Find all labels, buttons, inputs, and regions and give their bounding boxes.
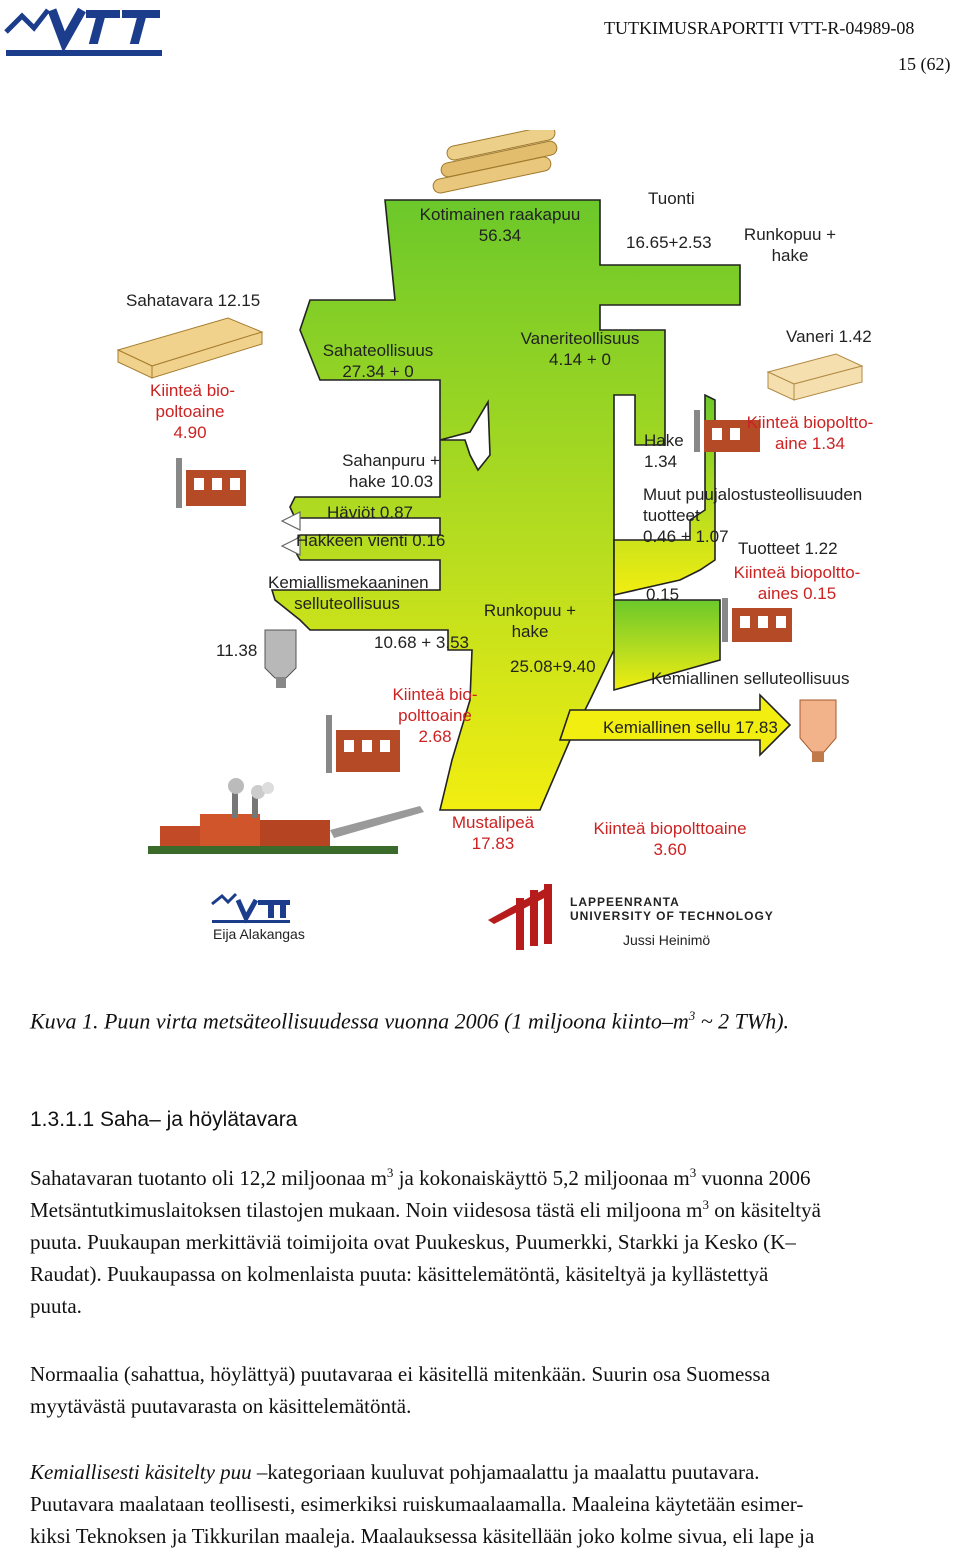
- label-vaneriteollisuus: Vaneriteollisuus: [520, 329, 640, 348]
- paragraph-1: Sahatavaran tuotanto oli 12,2 miljoonaa $m^3$ ja kokonaiskäyttö 5,2 miljoonaa $m^3$ vuonna 2006 Metsäntutkimuslaitoksen tilastojen mukaan. Noin viidesosa tästä eli miljoona $m^3$ on käsiteltyä puuta. Puukaupan merkittäviä toimijoita ovat Puukeskus, Puumerkki, Starkki ja Kesko (K– Raudat). Puukaupassa on kolmenlaista puuta: käsittelemätöntä, käsiteltyä ja kyllästettyä puuta.: [30, 1165, 821, 1318]
- credit-left: Eija Alakangas: [213, 926, 305, 942]
- label-kiintea268-b: polttoaine: [398, 706, 472, 725]
- label-vaneriteollisuus-val: 4.14 + 0: [549, 350, 611, 369]
- label-hake-val: 1.34: [644, 452, 678, 471]
- log-pile-icon: [432, 130, 558, 194]
- label-kiintea1-b: poltoaine: [155, 402, 225, 421]
- label-runkopuu-mid-1: Runkopuu +: [483, 601, 577, 620]
- power-plant-icon-1: [176, 458, 246, 508]
- label-haviot: Häviöt 0.87: [327, 503, 413, 522]
- plywood-pile-icon: [768, 354, 862, 400]
- label-1068: 10.68 + 3.53: [374, 633, 470, 652]
- label-2508: 25.08+9.40: [510, 657, 596, 676]
- label-hake: Hake: [644, 431, 684, 450]
- label-runkopuu-top-1: Runkopuu +: [743, 225, 837, 244]
- label-sahateollisuus-val: 27.34 + 0: [342, 362, 414, 381]
- label-kiintea1-a: Kiinteä bio-: [150, 381, 236, 400]
- label-kiintea360-b: 3.60: [653, 840, 687, 859]
- label-015: 0.15: [646, 585, 680, 604]
- label-kiintea268-c: 2.68: [418, 727, 452, 746]
- section-title: 1.3.1.1 Saha– ja höylätavara: [30, 1108, 298, 1131]
- label-sahatavara: Sahatavara 12.15: [126, 291, 261, 310]
- label-tuonti: Tuonti: [648, 189, 695, 208]
- label-kiintea268-a: Kiinteä bio-: [392, 685, 478, 704]
- vtt-small-logo: [212, 894, 290, 923]
- lumber-pile-icon: [118, 318, 262, 378]
- label-muut-2: tuotteet: [643, 506, 700, 525]
- label-vaneri: Vaneri 1.42: [786, 327, 872, 346]
- label-kemmek-2: selluteollisuus: [294, 594, 400, 613]
- label-hakkeen-vienti: Hakkeen vienti 0.16: [296, 531, 446, 550]
- silo-icon: [265, 630, 296, 688]
- label-1138: 11.38: [216, 641, 258, 660]
- power-plant-icon-2: [722, 598, 792, 642]
- label-kemiallinen-sellu: Kemiallinen sellu 17.83: [603, 718, 778, 737]
- label-runkopuu-top-2: hake: [771, 246, 809, 265]
- vtt-logo: [4, 6, 164, 62]
- paragraph-3: Kemiallisesti käsitelty puu –kategoriaan kuuluvat pohjamaalattu ja maalattu puutavara. Puutavara maalataan teollisesti, esimerkiksi ruiskumaalaamalla. Maaleina käytetään esimer- kiksi Teknoksen ja Tikkurilan maaleja. Maalauksessa käsitellään joko kolme sivua, eli lape ja: [30, 1460, 815, 1548]
- silo-icon-right: [800, 700, 836, 762]
- figure-caption: Kuva 1. Puun virta metsäteollisuudessa vuonna 2006 (1 miljoona kiinto–$m^3$ ~ 2 TWh).: [30, 1008, 790, 1034]
- lut-line-1: LAPPEENRANTA: [570, 895, 680, 909]
- lut-line-2: UNIVERSITY OF TECHNOLOGY: [570, 909, 774, 923]
- wood-flow-diagram: [0, 130, 960, 970]
- power-plant-icon-4: [326, 715, 400, 773]
- credit-right: Jussi Heinimö: [623, 932, 711, 948]
- label-sahateollisuus: Sahateollisuus: [322, 341, 434, 360]
- label-tuonti-val: 16.65+2.53: [626, 233, 712, 252]
- paragraph-2: Normaalia (sahattua, höylättyä) puutavaraa ei käsitellä mitenkään. Suurin osa Suomessa myytävästä puutavarasta on käsittelemätöntä.: [30, 1362, 771, 1418]
- label-muut-1: Muut puujalostusteollisuuden: [643, 485, 863, 504]
- label-mustalipea-val: 17.83: [471, 834, 515, 853]
- page-number: 15 (62): [898, 54, 951, 74]
- label-tuotteet: Tuotteet 1.22: [738, 539, 838, 558]
- label-kemmek-1: Kemiallismekaaninen: [268, 573, 429, 592]
- lut-logo: [488, 884, 552, 950]
- label-kiintea360-a: Kiinteä biopolttoaine: [593, 819, 747, 838]
- label-kemiallinen-ind: Kemiallinen selluteollisuus: [651, 669, 850, 688]
- label-kiintea-aines-b: aines 0.15: [757, 584, 837, 603]
- label-runkopuu-mid-2: hake: [511, 622, 549, 641]
- label-kiintea1-c: 4.90: [173, 423, 207, 442]
- label-kiintea-biopoltto-a: Kiinteä biopoltto-: [746, 413, 874, 432]
- label-mustalipea: Mustalipeä: [451, 813, 535, 832]
- label-sahanpuru-2: hake 10.03: [348, 472, 434, 491]
- label-kotimainen-val: 56.34: [478, 226, 522, 245]
- label-kiintea-biopoltto-b: aine 1.34: [775, 434, 845, 453]
- label-kotimainen: Kotimainen raakapuu: [419, 205, 581, 224]
- report-id: TUTKIMUSRAPORTTI VTT-R-04989-08: [604, 18, 915, 38]
- label-sahanpuru-1: Sahanpuru +: [342, 451, 440, 470]
- label-muut-3: 0.46 + 1.07: [643, 527, 729, 546]
- mill-panorama-icon: [148, 778, 424, 854]
- label-kiintea-aines-a: Kiinteä biopoltto-: [733, 563, 861, 582]
